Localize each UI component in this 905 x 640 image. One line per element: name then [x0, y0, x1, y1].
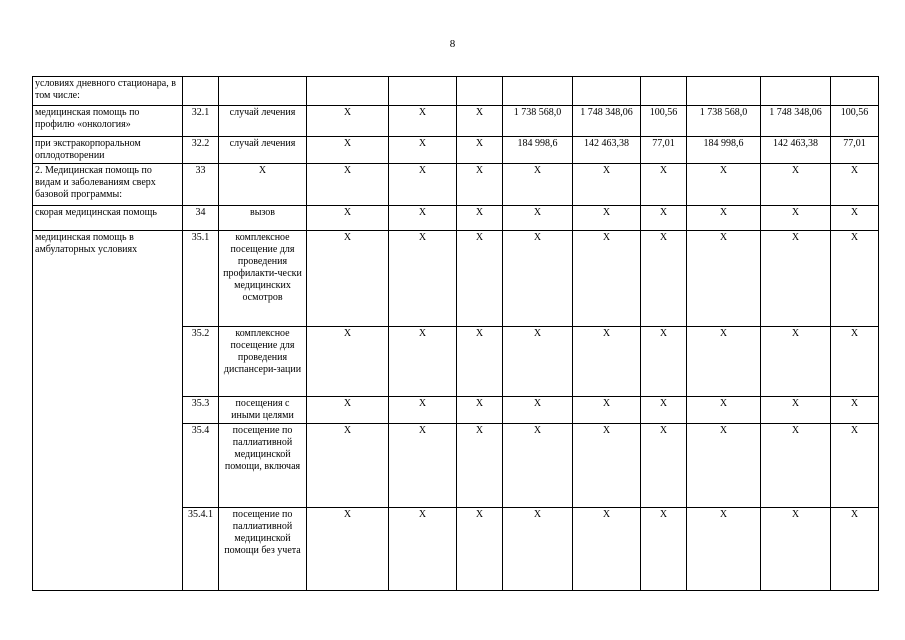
row-unit-cell: комплексное посещение для проведения диспансери-зации — [219, 327, 307, 397]
row-unit-cell: посещения с иными целями — [219, 397, 307, 424]
row-value-cell: Х — [687, 206, 761, 231]
row-value-cell: Х — [761, 206, 831, 231]
row-value-cell — [687, 77, 761, 106]
row-code-cell: 32.1 — [183, 106, 219, 137]
row-code-cell: 35.1 — [183, 231, 219, 327]
row-value-cell: Х — [687, 397, 761, 424]
row-value-cell: Х — [457, 424, 503, 508]
row-value-cell: Х — [503, 508, 573, 591]
row-value-cell: Х — [573, 397, 641, 424]
row-value-cell: Х — [307, 206, 389, 231]
row-value-cell: Х — [503, 206, 573, 231]
row-value-cell: 77,01 — [831, 137, 879, 164]
row-code-cell: 32.2 — [183, 137, 219, 164]
row-value-cell: Х — [641, 424, 687, 508]
row-value-cell: Х — [831, 231, 879, 327]
row-value-cell: Х — [641, 164, 687, 206]
row-value-cell — [573, 77, 641, 106]
row-value-cell — [641, 77, 687, 106]
row-value-cell: 100,56 — [641, 106, 687, 137]
row-value-cell: Х — [503, 327, 573, 397]
table-row — [33, 137, 879, 164]
row-value-cell: 1 748 348,06 — [761, 106, 831, 137]
row-value-cell: Х — [761, 231, 831, 327]
row-code-cell: 35.3 — [183, 397, 219, 424]
row-name-cell: медицинская помощь в амбулаторных условиях — [33, 231, 183, 591]
row-value-cell: Х — [307, 508, 389, 591]
row-value-cell: Х — [307, 397, 389, 424]
row-value-cell: Х — [389, 137, 457, 164]
row-value-cell: 184 998,6 — [687, 137, 761, 164]
row-value-cell: Х — [573, 424, 641, 508]
row-name-cell: 2. Медицинская помощь по видам и заболеваниям сверх базовой программы: — [33, 164, 183, 206]
row-code-cell: 34 — [183, 206, 219, 231]
row-name-cell: медицинская помощь по профилю «онкология» — [33, 106, 183, 137]
row-value-cell: Х — [573, 164, 641, 206]
table-row — [33, 231, 879, 327]
row-value-cell: Х — [641, 327, 687, 397]
row-value-cell: Х — [641, 508, 687, 591]
row-value-cell: Х — [503, 231, 573, 327]
row-value-cell: Х — [457, 397, 503, 424]
row-value-cell: Х — [389, 164, 457, 206]
row-value-cell: Х — [307, 137, 389, 164]
row-value-cell — [761, 77, 831, 106]
row-value-cell: 77,01 — [641, 137, 687, 164]
row-value-cell: Х — [503, 397, 573, 424]
row-value-cell: Х — [687, 231, 761, 327]
row-unit-cell: случай лечения — [219, 137, 307, 164]
row-value-cell — [503, 77, 573, 106]
row-value-cell: Х — [307, 164, 389, 206]
row-value-cell: Х — [389, 424, 457, 508]
page-number: 8 — [449, 38, 456, 50]
row-value-cell: Х — [761, 508, 831, 591]
row-unit-cell: Х — [219, 164, 307, 206]
row-value-cell: Х — [457, 508, 503, 591]
row-code-cell: 35.4.1 — [183, 508, 219, 591]
row-name-cell: скорая медицинская помощь — [33, 206, 183, 231]
row-value-cell: Х — [641, 206, 687, 231]
row-unit-cell: случай лечения — [219, 106, 307, 137]
row-value-cell: 142 463,38 — [573, 137, 641, 164]
row-value-cell — [389, 77, 457, 106]
row-value-cell: Х — [389, 508, 457, 591]
row-value-cell: Х — [307, 106, 389, 137]
row-value-cell: 1 738 568,0 — [503, 106, 573, 137]
row-value-cell: Х — [831, 508, 879, 591]
row-name-cell: условиях дневного стационара, в том числе: — [33, 77, 183, 106]
row-value-cell: Х — [503, 164, 573, 206]
row-value-cell — [307, 77, 389, 106]
row-value-cell: 100,56 — [831, 106, 879, 137]
row-code-cell: 35.4 — [183, 424, 219, 508]
row-value-cell: Х — [687, 508, 761, 591]
row-value-cell: 1 738 568,0 — [687, 106, 761, 137]
row-unit-cell: комплексное посещение для проведения профилакти-чески медицинских осмотров — [219, 231, 307, 327]
row-value-cell — [457, 77, 503, 106]
row-value-cell: Х — [389, 327, 457, 397]
row-value-cell: Х — [831, 206, 879, 231]
table-row — [33, 77, 879, 106]
row-value-cell: Х — [503, 424, 573, 508]
row-value-cell: Х — [457, 137, 503, 164]
medical-care-table — [32, 76, 879, 591]
row-value-cell: Х — [389, 206, 457, 231]
row-value-cell: 184 998,6 — [503, 137, 573, 164]
row-value-cell: 142 463,38 — [761, 137, 831, 164]
row-value-cell: Х — [457, 164, 503, 206]
table-row — [33, 206, 879, 231]
row-value-cell: Х — [573, 206, 641, 231]
row-unit-cell — [219, 77, 307, 106]
row-value-cell: Х — [761, 164, 831, 206]
row-value-cell: Х — [761, 327, 831, 397]
row-value-cell: Х — [573, 327, 641, 397]
row-name-cell: при экстракорпоральном оплодотворении — [33, 137, 183, 164]
row-value-cell: Х — [687, 424, 761, 508]
row-value-cell: Х — [831, 424, 879, 508]
row-value-cell: Х — [831, 164, 879, 206]
row-value-cell: Х — [573, 508, 641, 591]
row-value-cell: Х — [573, 231, 641, 327]
row-unit-cell: вызов — [219, 206, 307, 231]
row-code-cell: 35.2 — [183, 327, 219, 397]
row-unit-cell: посещение по паллиативной медицинской помощи, включая — [219, 424, 307, 508]
row-value-cell: Х — [457, 206, 503, 231]
row-value-cell: Х — [831, 327, 879, 397]
row-value-cell: Х — [687, 164, 761, 206]
row-value-cell: Х — [641, 397, 687, 424]
row-unit-cell: посещение по паллиативной медицинской помощи без учета — [219, 508, 307, 591]
row-value-cell: Х — [457, 231, 503, 327]
table-row — [33, 106, 879, 137]
row-code-cell — [183, 77, 219, 106]
row-value-cell: Х — [389, 231, 457, 327]
row-value-cell: Х — [687, 327, 761, 397]
row-value-cell: Х — [641, 231, 687, 327]
row-value-cell: Х — [761, 424, 831, 508]
row-value-cell: Х — [389, 397, 457, 424]
row-code-cell: 33 — [183, 164, 219, 206]
row-value-cell: 1 748 348,06 — [573, 106, 641, 137]
row-value-cell — [831, 77, 879, 106]
row-value-cell: Х — [831, 397, 879, 424]
row-value-cell: Х — [457, 327, 503, 397]
row-value-cell: Х — [761, 397, 831, 424]
row-value-cell: Х — [307, 327, 389, 397]
row-value-cell: Х — [389, 106, 457, 137]
row-value-cell: Х — [457, 106, 503, 137]
row-value-cell: Х — [307, 231, 389, 327]
row-value-cell: Х — [307, 424, 389, 508]
table-row — [33, 164, 879, 206]
